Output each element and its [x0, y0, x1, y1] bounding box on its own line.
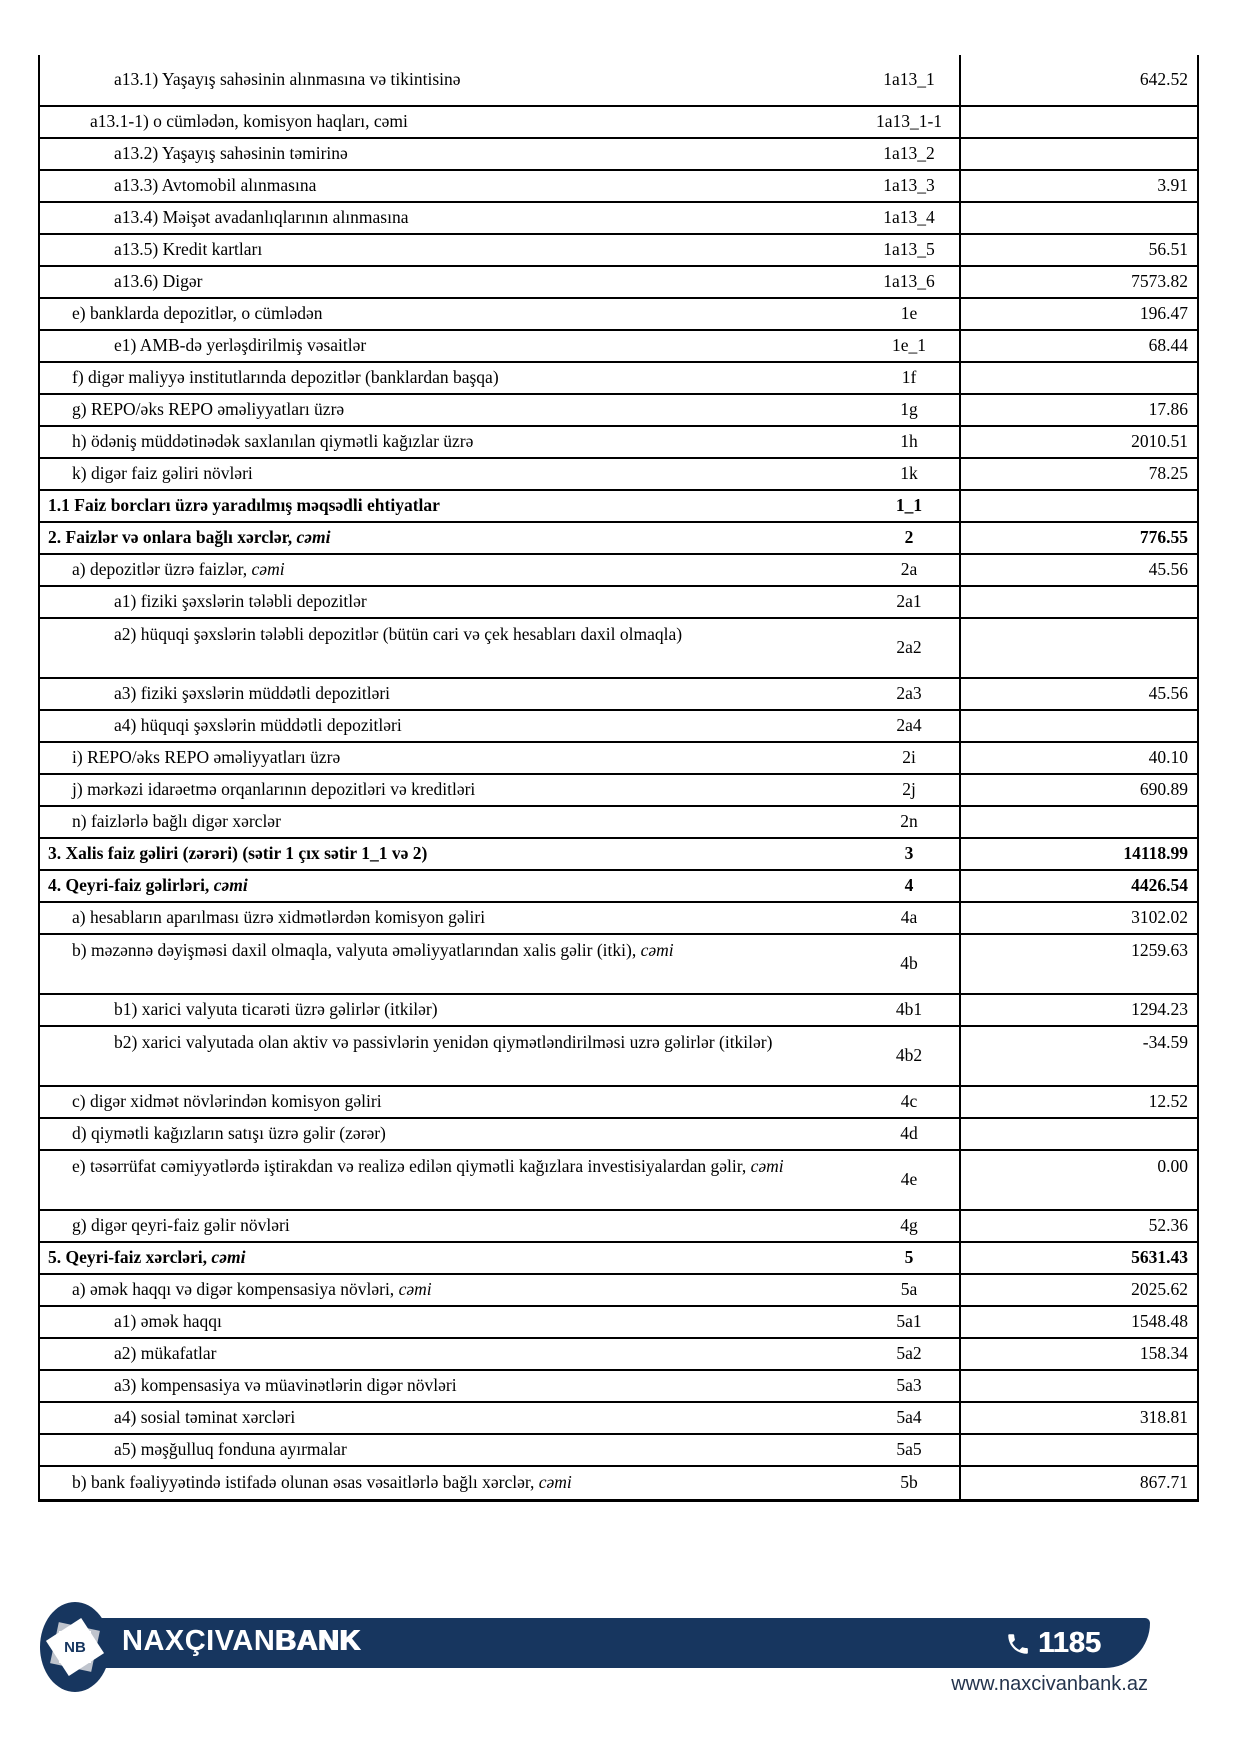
row-label: a4) hüquqi şəxslərin müddətli depozitləri [114, 715, 402, 736]
row-code: 4d [900, 1123, 918, 1144]
row-value [959, 807, 1197, 837]
row-code: 4g [900, 1215, 918, 1236]
table-row [40, 1151, 1197, 1211]
website-url: www.naxcivanbank.az [951, 1673, 1148, 1695]
row-label: i) REPO/əks REPO əməliyyatları üzrə [72, 747, 341, 768]
row-code: 1a13_1-1 [875, 111, 943, 132]
table-row [40, 459, 1197, 491]
row-label: b1) xarici valyuta ticarəti üzrə gəlirlər (itkilər) [114, 999, 438, 1020]
table-row [40, 1339, 1197, 1371]
row-value: 56.51 [959, 235, 1197, 265]
row-label: n) faizlərlə bağlı digər xərclər [72, 811, 281, 832]
bank-name [122, 1627, 361, 1656]
row-value: 0.00 [959, 1151, 1197, 1209]
row-code: 1e [900, 303, 918, 324]
row-label: 3. Xalis faiz gəliri (zərəri) (sətir 1 çıx sətir 1_1 və 2) [48, 843, 428, 864]
row-code: 1a13_3 [883, 175, 935, 196]
table-row [40, 139, 1197, 171]
row-code: 4c [900, 1091, 918, 1112]
row-code: 2a3 [896, 683, 922, 704]
row-label: b) məzənnə dəyişməsi daxil olmaqla, valyuta əməliyyatlarından xalis gəlir (itki), cəmi [72, 940, 674, 960]
row-code: 2 [904, 527, 914, 548]
row-value: 4426.54 [959, 871, 1197, 901]
row-value: 690.89 [959, 775, 1197, 805]
table-row [40, 267, 1197, 299]
row-value: 7573.82 [959, 267, 1197, 297]
hotline-number: 1185 [1038, 1627, 1101, 1659]
table-row [40, 427, 1197, 459]
row-code: 2a4 [896, 715, 922, 736]
row-value [959, 1119, 1197, 1149]
row-code: 2i [902, 747, 916, 768]
bank-name-part1: NAXÇIVAN [122, 1625, 276, 1657]
row-label: a13.4) Məişət avadanlıqlarının alınmasına [114, 207, 409, 228]
row-value: 52.36 [959, 1211, 1197, 1241]
table-row [40, 1211, 1197, 1243]
row-value: 17.86 [959, 395, 1197, 425]
row-value: 867.71 [959, 1467, 1197, 1499]
row-label: f) digər maliyyə institutlarında depozitlər (banklardan başqa) [72, 367, 499, 388]
table-row [40, 491, 1197, 523]
row-code: 3 [904, 843, 914, 864]
table-row [40, 235, 1197, 267]
row-label: 4. Qeyri-faiz gəlirləri, cəmi [48, 875, 248, 896]
table-row [40, 711, 1197, 743]
row-code: 1f [901, 367, 917, 388]
bank-name-part2: BANK [275, 1625, 362, 1657]
row-label: a1) fiziki şəxslərin tələbli depozitlər [114, 591, 367, 612]
table-row [40, 1403, 1197, 1435]
row-label: a13.3) Avtomobil alınmasına [114, 175, 317, 196]
row-value [959, 587, 1197, 617]
table-row [40, 1467, 1197, 1499]
row-label: a3) fiziki şəxslərin müddətli depozitləri [114, 683, 391, 704]
row-label: a5) məşğulluq fonduna ayırmalar [114, 1439, 347, 1460]
row-label: 1.1 Faiz borcları üzrə yaradılmış məqsədli ehtiyatlar [48, 495, 440, 516]
row-value [959, 619, 1197, 677]
row-code: 1a13_4 [883, 207, 935, 228]
row-value: -34.59 [959, 1027, 1197, 1085]
row-label: a) əmək haqqı və digər kompensasiya növləri, cəmi [72, 1279, 432, 1300]
row-value: 3102.02 [959, 903, 1197, 933]
row-code: 5a4 [896, 1407, 922, 1428]
row-label: b) bank fəaliyyətində istifadə olunan əsas vəsaitlərlə bağlı xərclər, cəmi [72, 1472, 572, 1493]
row-code: 2j [902, 779, 916, 800]
row-code: 5a [900, 1279, 918, 1300]
table-row [40, 1435, 1197, 1467]
row-code: 4e [900, 1169, 918, 1190]
row-value: 1259.63 [959, 935, 1197, 993]
logo-initials: NB [59, 1631, 91, 1663]
row-label: a3) kompensasiya və müavinətlərin digər növləri [114, 1375, 457, 1396]
bank-logo [40, 1602, 110, 1692]
row-label: 2. Faizlər və onlara bağlı xərclər, cəmi [48, 527, 331, 548]
row-value: 45.56 [959, 679, 1197, 709]
row-value: 642.52 [959, 55, 1197, 105]
row-value: 14118.99 [959, 839, 1197, 869]
row-label: a) hesabların aparılması üzrə xidmətlərdən komisyon gəliri [72, 907, 486, 928]
table-row [40, 555, 1197, 587]
row-value [959, 1371, 1197, 1401]
row-label: g) REPO/əks REPO əməliyyatları üzrə [72, 399, 345, 420]
row-code: 1k [900, 463, 918, 484]
row-value [959, 107, 1197, 137]
row-code: 5b [900, 1472, 918, 1493]
row-label: c) digər xidmət növlərindən komisyon gəliri [72, 1091, 382, 1112]
row-label: a13.6) Digər [114, 271, 203, 292]
row-code: 1h [900, 431, 918, 452]
row-code: 1a13_2 [883, 143, 935, 164]
row-label: a4) sosial təminat xərcləri [114, 1407, 296, 1428]
row-label: a2) hüquqi şəxslərin tələbli depozitlər (bütün cari və çek hesabları daxil olmaqla) [114, 624, 683, 644]
row-label: a2) mükafatlar [114, 1343, 217, 1364]
table-row [40, 55, 1197, 107]
row-code: 4 [904, 875, 914, 896]
row-code: 5a3 [896, 1375, 922, 1396]
table-row [40, 903, 1197, 935]
row-label: e1) AMB-də yerləşdirilmiş vəsaitlər [114, 335, 367, 356]
row-code: 1a13_5 [883, 239, 935, 260]
table-row [40, 743, 1197, 775]
row-value: 68.44 [959, 331, 1197, 361]
row-code: 5a5 [896, 1439, 922, 1460]
hotline [1005, 1629, 1101, 1658]
table-row [40, 995, 1197, 1027]
row-value: 5631.43 [959, 1243, 1197, 1273]
row-code: 2n [900, 811, 918, 832]
income-statement-table [38, 55, 1199, 1502]
row-label: a13.1) Yaşayış sahəsinin alınmasına və tikintisinə [114, 69, 461, 90]
table-row [40, 587, 1197, 619]
table-row [40, 523, 1197, 555]
row-value: 12.52 [959, 1087, 1197, 1117]
row-value: 196.47 [959, 299, 1197, 329]
row-code: 1a13_1 [883, 69, 935, 90]
table-row [40, 839, 1197, 871]
row-value: 78.25 [959, 459, 1197, 489]
table-row [40, 1243, 1197, 1275]
row-label: a) depozitlər üzrə faizlər, cəmi [72, 559, 285, 580]
row-code: 1e_1 [891, 335, 927, 356]
row-value: 40.10 [959, 743, 1197, 773]
table-row [40, 299, 1197, 331]
row-label: b2) xarici valyutada olan aktiv və passivlərin yenidən qiymətləndirilməsi uzrə gəlirlər (itkilər) [114, 1032, 773, 1052]
row-value [959, 139, 1197, 169]
table-row [40, 935, 1197, 995]
row-label: e) təsərrüfat cəmiyyətlərdə iştirakdan və realizə edilən qiymətli kağızlara investisiyalardan gəlir, cəmi [72, 1156, 784, 1176]
row-label: g) digər qeyri-faiz gəlir növləri [72, 1215, 290, 1236]
row-value: 45.56 [959, 555, 1197, 585]
row-code: 1a13_6 [883, 271, 935, 292]
row-code: 4a [900, 907, 918, 928]
row-label: a13.2) Yaşayış sahəsinin təmirinə [114, 143, 348, 164]
row-value [959, 363, 1197, 393]
row-code: 5a2 [896, 1343, 922, 1364]
row-value [959, 203, 1197, 233]
row-label: h) ödəniş müddətinədək saxlanılan qiymətli kağızlar üzrə [72, 431, 474, 452]
table-row [40, 107, 1197, 139]
table-row [40, 1119, 1197, 1151]
table-row [40, 331, 1197, 363]
row-code: 1g [900, 399, 918, 420]
row-value: 158.34 [959, 1339, 1197, 1369]
row-code: 1_1 [895, 495, 923, 516]
table-row [40, 395, 1197, 427]
row-code: 4b1 [895, 999, 923, 1020]
table-row [40, 1275, 1197, 1307]
row-value: 2025.62 [959, 1275, 1197, 1305]
row-code: 5a1 [896, 1311, 922, 1332]
table-row [40, 1307, 1197, 1339]
table-row [40, 1371, 1197, 1403]
row-label: a13.5) Kredit kartları [114, 239, 263, 260]
table-row [40, 1027, 1197, 1087]
row-value: 3.91 [959, 171, 1197, 201]
row-label: e) banklarda depozitlər, o cümlədən [72, 303, 323, 324]
row-label: k) digər faiz gəliri növləri [72, 463, 253, 484]
row-label: a1) əmək haqqı [114, 1311, 222, 1332]
row-value: 2010.51 [959, 427, 1197, 457]
table-row [40, 363, 1197, 395]
row-label: d) qiymətli kağızların satışı üzrə gəlir (zərər) [72, 1123, 386, 1144]
row-value: 776.55 [959, 523, 1197, 553]
row-value: 1294.23 [959, 995, 1197, 1025]
row-value [959, 491, 1197, 521]
row-code: 2a [900, 559, 918, 580]
table-row [40, 679, 1197, 711]
table-row [40, 871, 1197, 903]
phone-icon [1005, 1631, 1031, 1657]
row-code: 5 [904, 1247, 914, 1268]
row-code: 2a1 [896, 591, 922, 612]
row-label: 5. Qeyri-faiz xərcləri, cəmi [48, 1247, 246, 1268]
row-value [959, 1435, 1197, 1465]
table-row [40, 775, 1197, 807]
row-label: j) mərkəzi idarəetmə orqanlarının depozitləri və kreditləri [72, 779, 476, 800]
row-code: 2a2 [896, 637, 922, 658]
row-value: 318.81 [959, 1403, 1197, 1433]
table-row [40, 1087, 1197, 1119]
row-label: a13.1-1) o cümlədən, komisyon haqları, cəmi [90, 111, 408, 132]
row-value: 1548.48 [959, 1307, 1197, 1337]
table-row [40, 171, 1197, 203]
row-value [959, 711, 1197, 741]
row-code: 4b2 [895, 1045, 923, 1066]
row-code: 4b [900, 953, 918, 974]
table-row [40, 807, 1197, 839]
table-row [40, 619, 1197, 679]
table-row [40, 203, 1197, 235]
